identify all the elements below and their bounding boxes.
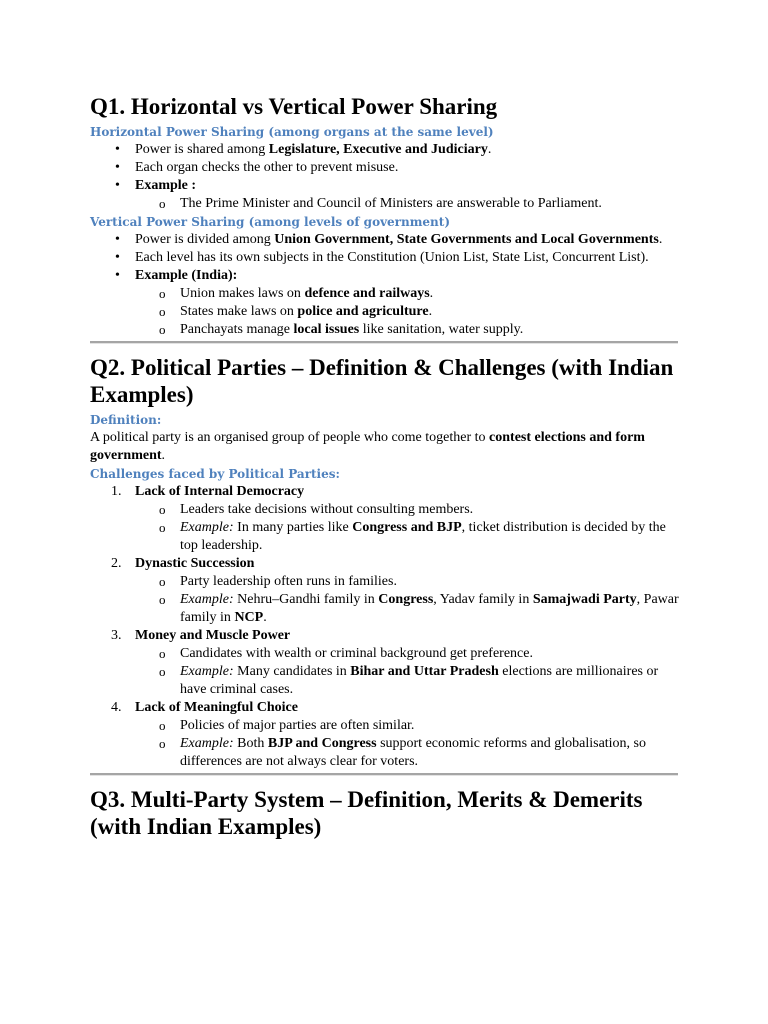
sub-list-item	[135, 735, 680, 771]
sub-list	[135, 645, 680, 699]
example-label: Example:	[180, 664, 234, 679]
text: .	[487, 142, 492, 157]
bold-text: Congress	[378, 592, 434, 607]
sub-list-item: o Candidates with wealth or criminal background get preference.	[135, 645, 680, 663]
text: .	[658, 232, 663, 247]
text: , ticket distribution is decided by the top leadership.	[180, 520, 666, 553]
definition-heading: Definition:	[90, 413, 162, 427]
text: .	[428, 304, 433, 319]
definition-text	[90, 429, 680, 465]
list-item	[90, 249, 680, 267]
bold-text: Samajwadi Party	[532, 592, 637, 607]
bold-text: contest elections and form government	[90, 430, 645, 463]
vertical-list	[90, 231, 680, 339]
bold-text: police and agriculture	[297, 304, 429, 319]
challenge-item	[90, 699, 680, 771]
list-number: 1.	[111, 484, 122, 499]
bold-text: local issues	[293, 322, 360, 337]
sub-list-item: o Party leadership often runs in families.	[135, 573, 680, 591]
challenge-title: Dynastic Succession	[135, 556, 255, 571]
text: Union makes laws on	[180, 286, 305, 301]
challenge-item	[90, 627, 680, 699]
bold-text: Example (India):	[135, 268, 238, 283]
sub-list	[135, 285, 680, 339]
text: support economic reforms and globalisation, so differences are not always clear for voters.	[180, 736, 647, 769]
example-label: Example:	[180, 736, 234, 751]
list-number: 4.	[111, 700, 122, 715]
horizontal-heading: Horizontal Power Sharing (among organs at the same level)	[90, 125, 494, 139]
section-divider	[90, 341, 678, 344]
list-item	[90, 177, 680, 213]
sub-list-item: o Policies of major parties are often similar.	[135, 717, 680, 735]
sub-list-item	[135, 663, 680, 699]
bold-text: Legislature, Executive and Judiciary	[268, 142, 488, 157]
list-item	[90, 141, 680, 159]
text: Both	[233, 736, 268, 751]
list-number: 3.	[111, 628, 122, 643]
vertical-heading: Vertical Power Sharing (among levels of government)	[90, 215, 451, 229]
list-item	[90, 231, 680, 249]
text: Each level has its own subjects in the Constitution (Union List, State List, Concurrent List).	[135, 250, 649, 265]
text: A political party is an organised group of people who come together to	[90, 430, 490, 445]
example-label: Example:	[180, 520, 234, 535]
text: In many parties like	[233, 520, 353, 535]
text: elections are millionaires or have criminal cases.	[180, 664, 659, 697]
sub-list	[135, 573, 680, 627]
text: like sanitation, water supply.	[359, 322, 524, 337]
sub-list-item: o Leaders take decisions without consulting members.	[135, 501, 680, 519]
text: Power is divided among	[135, 232, 275, 247]
text: , Pawar family in	[180, 592, 679, 625]
sub-list	[135, 717, 680, 771]
text: Each organ checks the other to prevent misuse.	[135, 160, 399, 175]
q1-title: Q1. Horizontal vs Vertical Power Sharing	[90, 94, 498, 119]
text: Panchayats manage	[180, 322, 294, 337]
sub-list-item	[135, 591, 680, 627]
bold-text: Congress and BJP	[352, 520, 462, 535]
sub-list-item: o The Prime Minister and Council of Ministers are answerable to Parliament.	[135, 195, 680, 213]
q2-title: Q2. Political Parties – Definition & Challenges (with Indian Examples)	[90, 355, 674, 407]
text: States make laws on	[180, 304, 298, 319]
horizontal-list	[90, 141, 680, 213]
sub-list-item	[135, 303, 680, 321]
list-item	[90, 159, 680, 177]
challenge-title: Lack of Internal Democracy	[135, 484, 305, 499]
q3-title: Q3. Multi-Party System – Definition, Merits & Demerits (with Indian Examples)	[90, 787, 643, 839]
bold-text: NCP	[234, 610, 264, 625]
sub-list	[135, 501, 680, 555]
challenge-title: Money and Muscle Power	[135, 628, 291, 643]
bold-text: defence and railways	[304, 286, 430, 301]
section-divider	[90, 773, 678, 776]
sub-list-item	[135, 519, 680, 555]
challenges-heading: Challenges faced by Political Parties:	[90, 467, 340, 481]
text: Nehru–Gandhi family in	[233, 592, 379, 607]
text: Power is shared among	[135, 142, 269, 157]
bold-text: Union Government, State Governments and Local Governments	[274, 232, 659, 247]
sub-list-item	[135, 321, 680, 339]
sub-list-item	[135, 285, 680, 303]
challenge-item	[90, 555, 680, 627]
challenge-title: Lack of Meaningful Choice	[135, 700, 298, 715]
text: .	[263, 610, 267, 625]
sub-list	[135, 195, 680, 213]
bold-text: Example :	[135, 178, 197, 193]
document-content	[90, 93, 680, 843]
text: , Yadav family in	[433, 592, 533, 607]
text: Many candidates in	[233, 664, 351, 679]
example-label: Example:	[180, 592, 234, 607]
challenge-item	[90, 483, 680, 555]
bold-text: BJP and Congress	[267, 736, 377, 751]
bold-text: Bihar and Uttar Pradesh	[350, 664, 499, 679]
text: .	[429, 286, 434, 301]
challenges-list	[90, 483, 680, 771]
text: .	[161, 448, 166, 463]
list-item	[90, 267, 680, 339]
list-number: 2.	[111, 556, 122, 571]
